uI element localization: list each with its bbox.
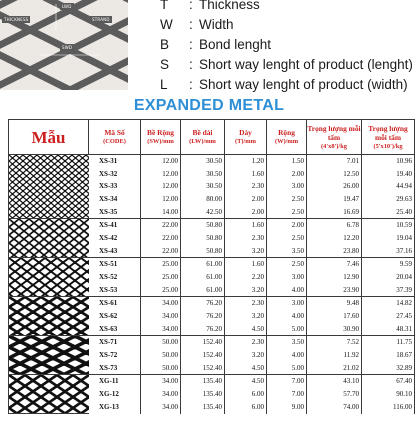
cell-code: XS-34 (89, 193, 141, 206)
mesh-sample-image (9, 297, 89, 336)
cell-t: 1.60 (225, 168, 267, 181)
cell-t: 3.20 (225, 283, 267, 296)
cell-wt510: 9.59 (362, 258, 415, 271)
cell-code: XS-62 (89, 310, 141, 323)
cell-w: 2.00 (267, 219, 307, 232)
cell-wt48: 7.52 (307, 336, 362, 349)
cell-lw: 152.40 (181, 336, 225, 349)
cell-wt510: 48.31 (362, 322, 415, 335)
cell-code: XS-31 (89, 155, 141, 168)
legend-row-short-length (160, 54, 418, 74)
mesh-sample-image (9, 219, 89, 258)
cell-code: XS-51 (89, 258, 141, 271)
cell-lw: 61.00 (181, 283, 225, 296)
legend-letter: S (160, 56, 170, 72)
cell-w: 4.00 (267, 349, 307, 362)
cell-code: XS-73 (89, 361, 141, 374)
cell-code: XS-63 (89, 322, 141, 335)
cell-sw: 34.00 (141, 322, 181, 335)
cell-sw: 50.00 (141, 361, 181, 374)
legend-row-bond (160, 34, 418, 54)
cell-wt510: 10.59 (362, 219, 415, 232)
header-code-sub: (CODE) (103, 138, 126, 145)
cell-t: 4.50 (225, 322, 267, 335)
cell-t: 6.00 (225, 388, 267, 401)
mesh-pattern-drawing (9, 258, 89, 296)
mesh-pattern-drawing (9, 336, 89, 374)
cell-wt48: 7.46 (307, 258, 362, 271)
table-header-row (9, 120, 415, 155)
cell-wt510: 37.39 (362, 283, 415, 296)
header-w-label: Rộng (278, 128, 295, 137)
cell-sw: 12.00 (141, 168, 181, 181)
cell-wt48: 11.92 (307, 349, 362, 362)
lwd-label: LWD (62, 4, 72, 9)
legend-text: Short way lenght of product (lenght) (199, 56, 413, 72)
cell-wt48: 74.00 (307, 401, 362, 414)
legend-text: Width (199, 16, 234, 32)
cell-wt510: 14.82 (362, 297, 415, 310)
cell-wt510: 10.96 (362, 155, 415, 168)
cell-lw: 80.00 (181, 193, 225, 206)
table-row (9, 375, 415, 388)
mesh-diagram (0, 0, 128, 90)
cell-sw: 25.00 (141, 271, 181, 284)
cell-w: 2.00 (267, 168, 307, 181)
cell-sw: 34.00 (141, 297, 181, 310)
cell-wt510: 37.16 (362, 244, 415, 257)
page-title: EXPANDED METAL (133, 97, 285, 114)
header-weight-4x8 (307, 120, 362, 155)
dimension-legend (160, 0, 418, 94)
cell-lw: 50.80 (181, 219, 225, 232)
cell-sw: 12.00 (141, 193, 181, 206)
cell-t: 3.20 (225, 310, 267, 323)
legend-letter: W (160, 16, 173, 32)
cell-t: 2.30 (225, 297, 267, 310)
cell-t: 4.50 (225, 361, 267, 374)
legend-text: Thickness (199, 0, 260, 12)
mesh-sample-image (9, 155, 89, 219)
cell-lw: 152.40 (181, 349, 225, 362)
legend-letter: B (160, 36, 170, 52)
cell-wt48: 12.90 (307, 271, 362, 284)
header-weight-4x8-label: Trọng lượng mỗi tấm (307, 123, 361, 142)
cell-wt510: 11.75 (362, 336, 415, 349)
cell-wt48: 12.20 (307, 232, 362, 245)
header-weight-5x10 (362, 120, 415, 155)
header-sw-label: Bề Rộng (147, 128, 174, 137)
cell-wt510: 67.40 (362, 375, 415, 388)
cell-w: 2.50 (267, 205, 307, 218)
cell-w: 3.00 (267, 180, 307, 193)
cell-lw: 76.20 (181, 310, 225, 323)
header-lw (181, 120, 225, 155)
table-row (9, 336, 415, 349)
cell-t: 1.20 (225, 155, 267, 168)
header-sw (141, 120, 181, 155)
cell-t: 2.00 (225, 193, 267, 206)
table-row (9, 258, 415, 271)
cell-code: XG-11 (89, 375, 141, 388)
cell-sw: 22.00 (141, 244, 181, 257)
legend-colon: : (189, 36, 193, 52)
cell-w: 1.50 (267, 155, 307, 168)
cell-wt48: 57.70 (307, 388, 362, 401)
cell-lw: 61.00 (181, 258, 225, 271)
cell-t: 4.50 (225, 375, 267, 388)
cell-lw: 135.40 (181, 401, 225, 414)
mesh-sample-box (9, 375, 89, 413)
cell-code: XS-61 (89, 297, 141, 310)
cell-code: XS-33 (89, 180, 141, 193)
thickness-label: THICKNESS (4, 17, 29, 22)
mesh-sample-image (9, 375, 89, 414)
header-weight-5x10-sub: (5'x10')/kg (373, 142, 403, 150)
cell-wt48: 17.60 (307, 310, 362, 323)
cell-wt48: 30.90 (307, 322, 362, 335)
cell-lw: 30.50 (181, 155, 225, 168)
header-sw-sub: (SW)/mm (147, 138, 174, 145)
mesh-pattern-drawing (9, 375, 89, 413)
cell-wt510: 44.94 (362, 180, 415, 193)
spec-table-body (9, 155, 415, 414)
cell-wt48: 23.80 (307, 244, 362, 257)
cell-wt510: 32.89 (362, 361, 415, 374)
cell-w: 4.00 (267, 283, 307, 296)
cell-sw: 34.00 (141, 401, 181, 414)
spec-table (8, 119, 415, 414)
cell-w: 3.00 (267, 297, 307, 310)
cell-wt510: 25.40 (362, 205, 415, 218)
cell-wt510: 19.04 (362, 232, 415, 245)
cell-sw: 25.00 (141, 283, 181, 296)
cell-code: XS-52 (89, 271, 141, 284)
legend-colon: : (189, 16, 193, 32)
legend-row-short-width (160, 74, 418, 94)
cell-sw: 34.00 (141, 375, 181, 388)
cell-t: 2.30 (225, 232, 267, 245)
cell-lw: 50.80 (181, 244, 225, 257)
header-sample: Mẫu (9, 120, 89, 155)
swd-label: SWD (62, 45, 73, 50)
header-weight-5x10-label: Trọng lượng mỗi tấm (368, 123, 408, 142)
cell-w: 9.00 (267, 401, 307, 414)
cell-code: XG-13 (89, 401, 141, 414)
cell-lw: 76.20 (181, 322, 225, 335)
cell-code: XS-35 (89, 205, 141, 218)
cell-sw: 12.00 (141, 180, 181, 193)
cell-wt510: 20.04 (362, 271, 415, 284)
cell-w: 7.00 (267, 375, 307, 388)
mesh-sample-box (9, 155, 89, 218)
cell-code: XS-43 (89, 244, 141, 257)
cell-lw: 30.50 (181, 180, 225, 193)
cell-wt48: 16.69 (307, 205, 362, 218)
cell-w: 2.50 (267, 232, 307, 245)
cell-sw: 34.00 (141, 310, 181, 323)
cell-wt48: 6.78 (307, 219, 362, 232)
cell-wt510: 29.63 (362, 193, 415, 206)
cell-lw: 61.00 (181, 271, 225, 284)
cell-t: 2.30 (225, 336, 267, 349)
cell-t: 6.00 (225, 401, 267, 414)
cell-lw: 50.80 (181, 232, 225, 245)
legend-text: Bond lenght (199, 36, 272, 52)
cell-code: XG-12 (89, 388, 141, 401)
mesh-pattern-drawing (9, 219, 89, 257)
cell-lw: 76.20 (181, 297, 225, 310)
cell-wt510: 27.45 (362, 310, 415, 323)
header-t (225, 120, 267, 155)
cell-code: XS-32 (89, 168, 141, 181)
cell-lw: 135.40 (181, 375, 225, 388)
cell-lw: 42.50 (181, 205, 225, 218)
cell-sw: 25.00 (141, 258, 181, 271)
cell-wt48: 21.02 (307, 361, 362, 374)
cell-t: 1.60 (225, 219, 267, 232)
cell-w: 5.00 (267, 361, 307, 374)
legend-letter: L (160, 76, 168, 92)
mesh-sample-box (9, 219, 89, 257)
cell-w: 2.50 (267, 193, 307, 206)
cell-sw: 34.00 (141, 388, 181, 401)
cell-wt48: 26.00 (307, 180, 362, 193)
cell-t: 2.30 (225, 180, 267, 193)
cell-w: 3.50 (267, 336, 307, 349)
cell-t: 2.20 (225, 271, 267, 284)
cell-w: 2.50 (267, 258, 307, 271)
cell-wt510: 19.40 (362, 168, 415, 181)
cell-w: 4.00 (267, 310, 307, 323)
cell-wt510: 18.67 (362, 349, 415, 362)
cell-lw: 135.40 (181, 388, 225, 401)
legend-colon: : (189, 56, 193, 72)
cell-code: XS-53 (89, 283, 141, 296)
cell-w: 7.00 (267, 388, 307, 401)
cell-sw: 50.00 (141, 349, 181, 362)
cell-sw: 22.00 (141, 219, 181, 232)
cell-wt48: 7.01 (307, 155, 362, 168)
table-row (9, 155, 415, 168)
cell-sw: 50.00 (141, 336, 181, 349)
cell-code: XS-42 (89, 232, 141, 245)
legend-row-width (160, 14, 418, 34)
legend-text: Short way lenght of product (width) (199, 76, 408, 92)
cell-wt48: 19.47 (307, 193, 362, 206)
header-w-sub: (W)/mm (274, 138, 299, 145)
legend-row-thickness (160, 0, 418, 14)
cell-t: 2.00 (225, 205, 267, 218)
cell-t: 1.60 (225, 258, 267, 271)
cell-wt48: 43.10 (307, 375, 362, 388)
spec-table-wrap (8, 119, 414, 414)
cell-w: 3.50 (267, 244, 307, 257)
mesh-sample-image (9, 336, 89, 375)
mesh-pattern-drawing (9, 297, 89, 335)
cell-t: 3.20 (225, 244, 267, 257)
legend-colon: : (189, 0, 193, 12)
cell-w: 5.00 (267, 322, 307, 335)
cell-code: XS-71 (89, 336, 141, 349)
header-lw-label: Bề dài (192, 128, 213, 137)
header-weight-4x8-sub: (4'x8')/kg (321, 142, 347, 150)
header-t-sub: (T)/mm (235, 138, 256, 145)
cell-lw: 30.50 (181, 168, 225, 181)
cell-sw: 14.00 (141, 205, 181, 218)
cell-wt48: 12.50 (307, 168, 362, 181)
cell-sw: 12.00 (141, 155, 181, 168)
cell-w: 3.00 (267, 271, 307, 284)
mesh-sample-box (9, 336, 89, 374)
cell-lw: 152.40 (181, 361, 225, 374)
cell-code: XS-41 (89, 219, 141, 232)
header-lw-sub: (LW)/mm (189, 138, 216, 145)
header-code-label: Mã Số (104, 128, 125, 137)
mesh-sample-box (9, 297, 89, 335)
strand-label: STRAND (92, 17, 110, 22)
cell-wt510: 116.00 (362, 401, 415, 414)
cell-code: XS-72 (89, 349, 141, 362)
header-t-label: Dày (239, 128, 252, 137)
header-code (89, 120, 141, 155)
mesh-sample-box (9, 258, 89, 296)
table-row (9, 297, 415, 310)
mesh-pattern-drawing (9, 155, 89, 218)
cell-wt48: 9.48 (307, 297, 362, 310)
cell-wt48: 23.90 (307, 283, 362, 296)
cell-wt510: 90.10 (362, 388, 415, 401)
mesh-sample-image (9, 258, 89, 297)
legend-letter: T (160, 0, 169, 12)
legend-colon: : (189, 76, 193, 92)
cell-t: 3.20 (225, 349, 267, 362)
table-row (9, 219, 415, 232)
cell-sw: 22.00 (141, 232, 181, 245)
header-w (267, 120, 307, 155)
